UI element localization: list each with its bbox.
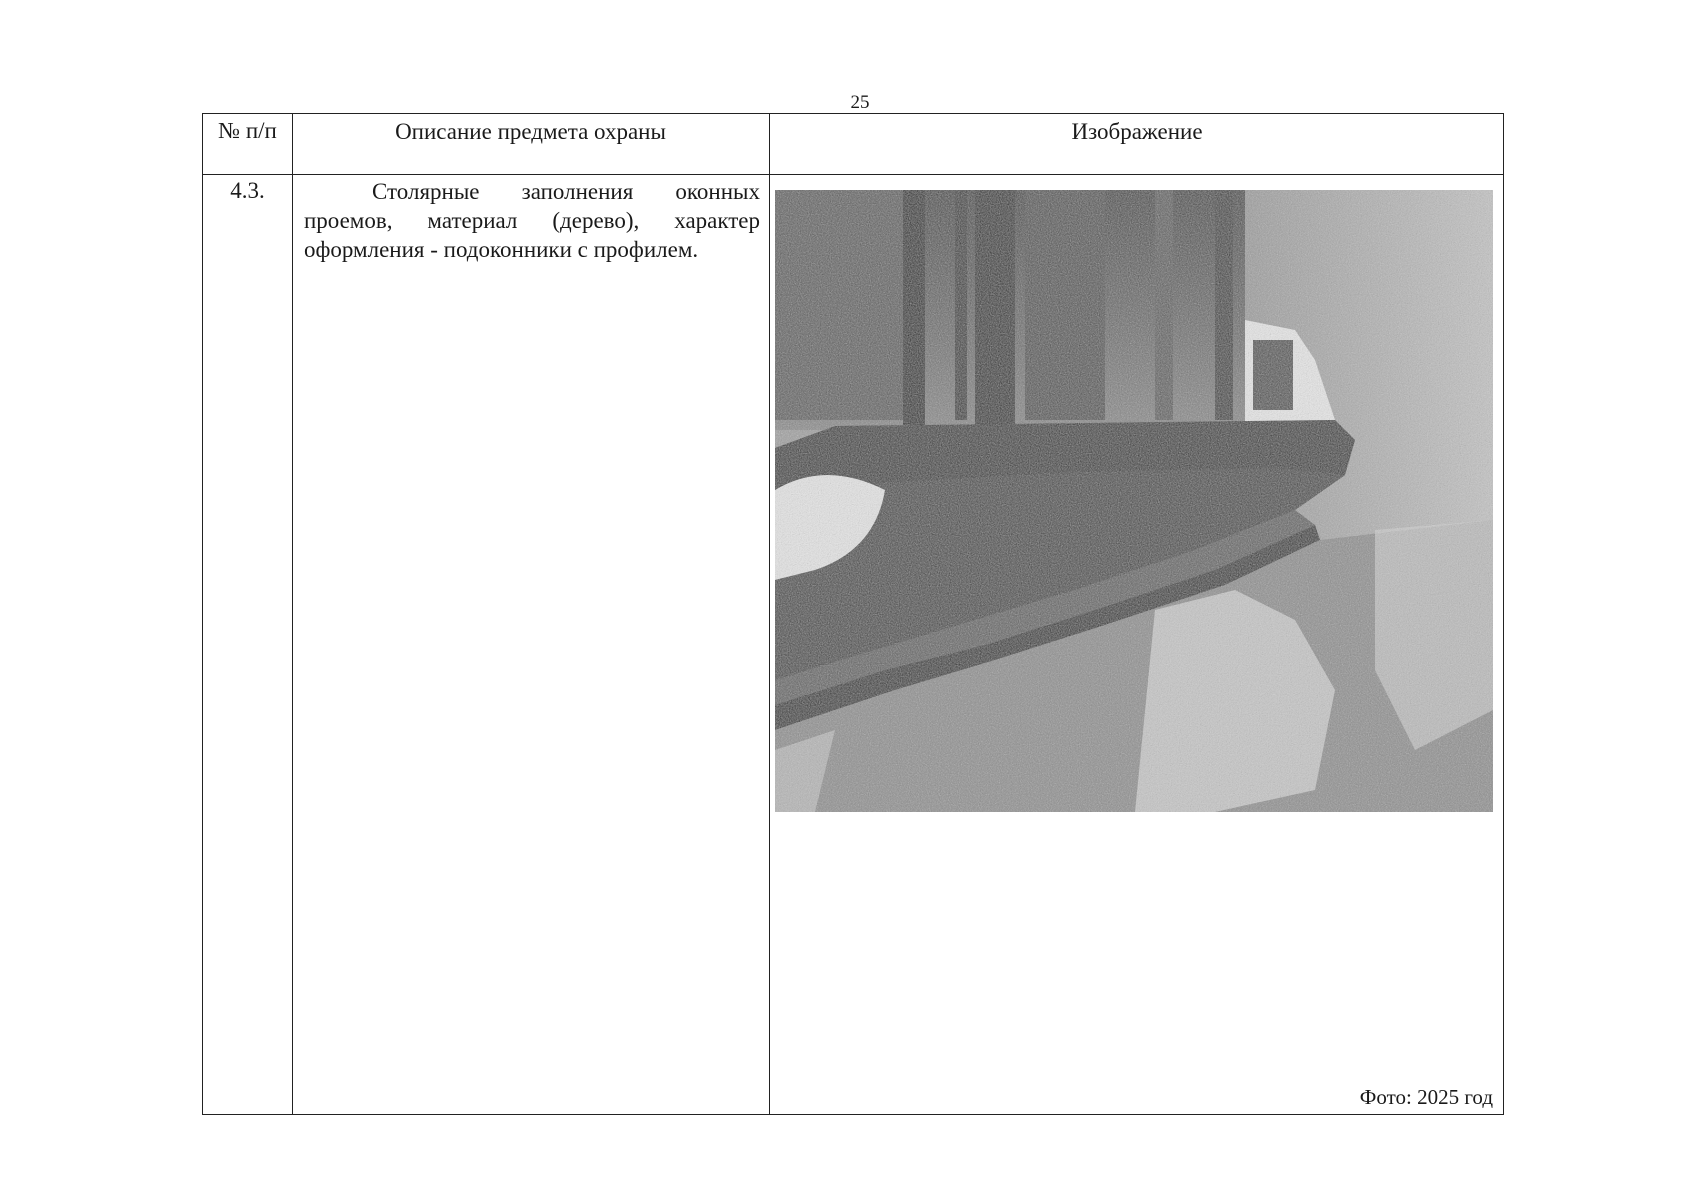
column-divider bbox=[292, 114, 293, 1114]
row-description: Столярные заполнения оконных проемов, материал (дерево), характер оформления - подоконники с профилем. bbox=[304, 179, 760, 262]
protection-subject-table bbox=[202, 113, 1504, 1115]
header-description: Описание предмета охраны bbox=[395, 119, 666, 144]
windowsill-photo bbox=[775, 190, 1493, 812]
column-divider bbox=[769, 114, 770, 1114]
header-number: № п/п bbox=[218, 118, 277, 143]
row-number: 4.3. bbox=[230, 178, 265, 203]
header-image: Изображение bbox=[1071, 119, 1203, 144]
page-number: 25 bbox=[850, 92, 870, 113]
photo-caption: Фото: 2025 год bbox=[1359, 1085, 1493, 1109]
